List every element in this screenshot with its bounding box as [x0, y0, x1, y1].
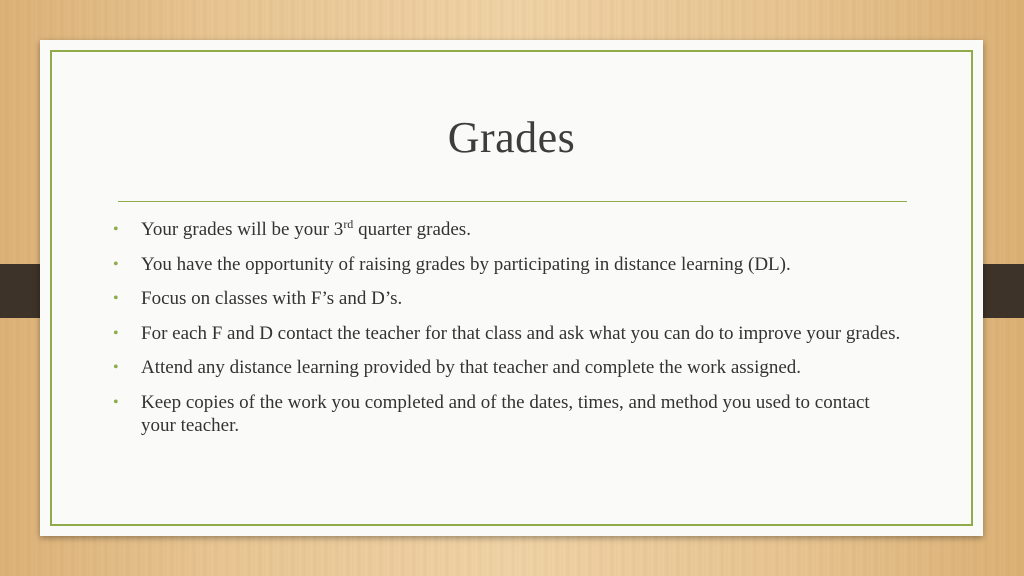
bullet-dot-icon: • — [113, 393, 119, 411]
bullet-dot-icon: • — [113, 255, 119, 273]
bullet-dot-icon: • — [113, 324, 119, 342]
bullet-text-1-before: Your grades will be your 3 — [141, 219, 344, 240]
bullet-item-2 — [113, 253, 903, 276]
bullet-text-6: Keep copies of the work you completed and of the dates, times, and method you used to contact your teacher. — [141, 391, 870, 436]
bullet-item-1 — [113, 218, 903, 241]
bullet-text-3: Focus on classes with F’s and D’s. — [141, 288, 403, 310]
bullet-item-3 — [113, 287, 903, 310]
bullet-text-2: You have the opportunity of raising grades by participating in distance learning (DL). — [141, 253, 791, 275]
bullet-list — [113, 218, 903, 449]
bullet-dot-icon: • — [113, 290, 119, 308]
slide — [40, 40, 983, 536]
bullet-item-5 — [113, 356, 903, 379]
title-divider — [118, 201, 907, 202]
bullet-text-4: For each F and D contact the teacher for that class and ask what you can do to improve your grades. — [141, 322, 901, 344]
bullet-dot-icon: • — [113, 221, 119, 238]
bullet-text-5: Attend any distance learning provided by that teacher and complete the work assigned. — [141, 357, 802, 379]
bullet-item-6 — [113, 391, 903, 437]
bullet-item-4 — [113, 322, 903, 345]
bullet-text-1-superscript: rd — [343, 217, 354, 231]
bullet-dot-icon: • — [113, 359, 119, 377]
slide-title: Grades — [447, 113, 576, 162]
bullet-text-1-after: quarter grades. — [353, 219, 471, 240]
